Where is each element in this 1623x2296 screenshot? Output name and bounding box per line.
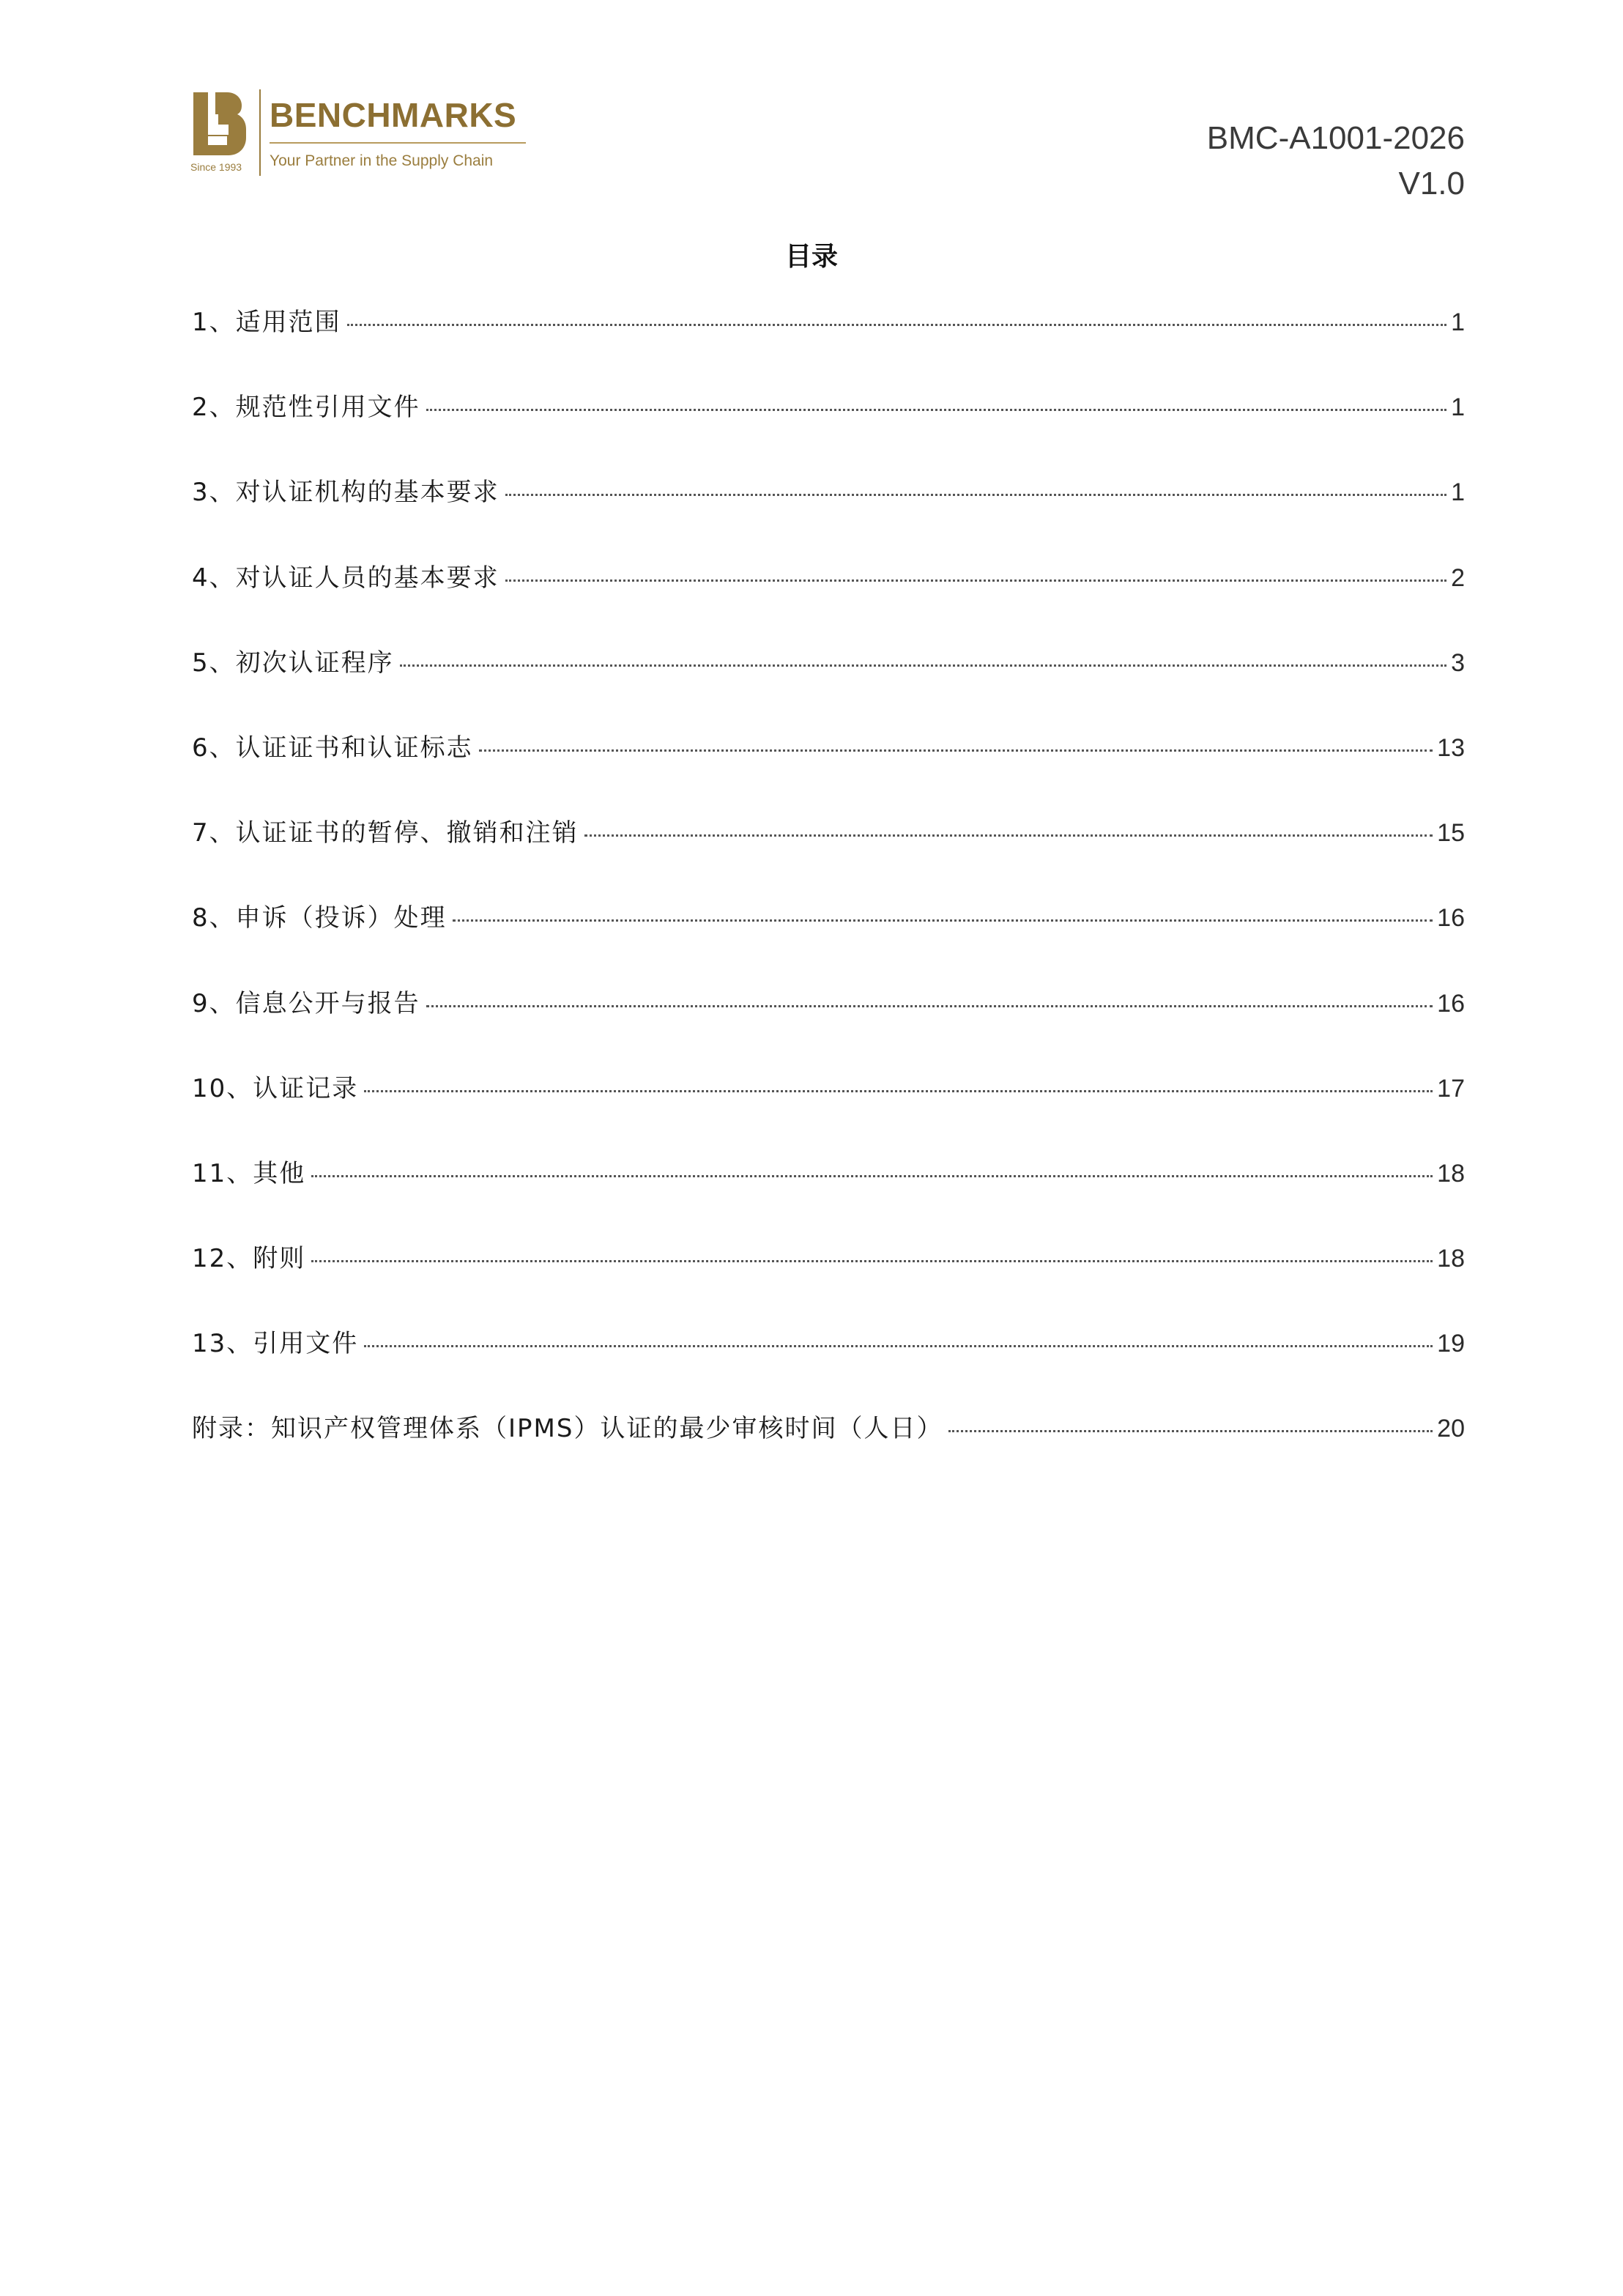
- toc-entry-page: 13: [1437, 733, 1465, 762]
- toc-entry-page: 2: [1451, 563, 1465, 592]
- toc-dot-leader: [584, 834, 1433, 837]
- toc-entry-page: 17: [1437, 1074, 1465, 1103]
- toc-entry-label: 10、认证记录: [192, 1073, 359, 1103]
- toc-entry-label: 8、申诉（投诉）处理: [192, 903, 447, 933]
- toc-entry-label: 9、信息公开与报告: [192, 988, 420, 1018]
- toc-entry-page: 1: [1451, 478, 1465, 507]
- toc-entry-label: 附录：知识产权管理体系（IPMS）认证的最少审核时间（人日）: [192, 1414, 943, 1444]
- benchmarks-logo-mark-icon: [189, 92, 248, 158]
- toc-entry-page: 15: [1437, 819, 1465, 848]
- toc-dot-leader: [364, 1090, 1433, 1092]
- toc-entry-page: 16: [1437, 989, 1465, 1018]
- toc-dot-leader: [347, 324, 1446, 326]
- toc-dot-leader: [426, 409, 1446, 411]
- logo-since-text: Since 1993: [190, 161, 242, 173]
- toc-entry-page: 18: [1437, 1159, 1465, 1188]
- toc-entry[interactable]: [192, 1323, 1465, 1408]
- brand-tagline: Your Partner in the Supply Chain: [270, 152, 494, 169]
- toc-entry[interactable]: [192, 558, 1465, 642]
- toc-entry-label: 4、对认证人员的基本要求: [192, 563, 499, 593]
- logo-rule: [270, 142, 526, 144]
- toc-dot-leader: [453, 919, 1433, 922]
- toc-dot-leader: [948, 1430, 1433, 1432]
- toc-entry[interactable]: [192, 642, 1465, 727]
- toc-entry[interactable]: [192, 897, 1465, 982]
- toc-dot-leader: [426, 1005, 1433, 1007]
- toc-entry[interactable]: [192, 1238, 1465, 1323]
- toc-dot-leader: [479, 749, 1433, 752]
- toc-entry[interactable]: [192, 472, 1465, 557]
- table-of-contents: [192, 302, 1465, 1494]
- toc-entry-page: 16: [1437, 904, 1465, 933]
- toc-entry-page: 20: [1437, 1415, 1465, 1443]
- toc-entry-label: 3、对认证机构的基本要求: [192, 478, 499, 508]
- toc-entry-label: 6、认证证书和认证标志: [192, 733, 473, 763]
- toc-entry[interactable]: [192, 387, 1465, 472]
- toc-entry-page: 3: [1451, 648, 1465, 677]
- toc-entry-label: 1、适用范围: [192, 308, 341, 337]
- logo-divider: [259, 89, 261, 176]
- toc-entry[interactable]: [192, 302, 1465, 387]
- toc-entry[interactable]: [192, 1068, 1465, 1153]
- toc-dot-leader: [311, 1175, 1433, 1177]
- toc-dot-leader: [364, 1345, 1433, 1347]
- toc-entry-label: 12、附则: [192, 1244, 306, 1274]
- document-code-block: [1207, 116, 1465, 207]
- document-version: V1.0: [1398, 166, 1465, 201]
- toc-entry[interactable]: [192, 727, 1465, 812]
- toc-dot-leader: [505, 579, 1446, 582]
- toc-entry-label: 2、规范性引用文件: [192, 393, 420, 423]
- toc-entry-label: 11、其他: [192, 1158, 306, 1188]
- toc-title: 目录: [784, 242, 838, 272]
- benchmarks-logo: [189, 89, 526, 185]
- toc-entry[interactable]: [192, 1408, 1465, 1493]
- toc-entry-page: 1: [1451, 308, 1465, 336]
- toc-entry-label: 7、认证证书的暂停、撤销和注销: [192, 818, 579, 848]
- toc-entry[interactable]: [192, 1153, 1465, 1238]
- toc-dot-leader: [400, 664, 1446, 667]
- toc-entry-page: 1: [1451, 393, 1465, 422]
- document-code: BMC-A1001-2026: [1206, 120, 1465, 156]
- brand-name: BENCHMARKS: [270, 96, 517, 134]
- toc-entry-label: 5、初次认证程序: [192, 648, 394, 678]
- toc-dot-leader: [311, 1260, 1433, 1262]
- toc-dot-leader: [505, 494, 1446, 496]
- toc-entry-page: 19: [1437, 1330, 1465, 1358]
- toc-entry-label: 13、引用文件: [192, 1329, 359, 1359]
- toc-entry-page: 18: [1437, 1245, 1465, 1273]
- toc-entry[interactable]: [192, 983, 1465, 1068]
- toc-entry[interactable]: [192, 812, 1465, 897]
